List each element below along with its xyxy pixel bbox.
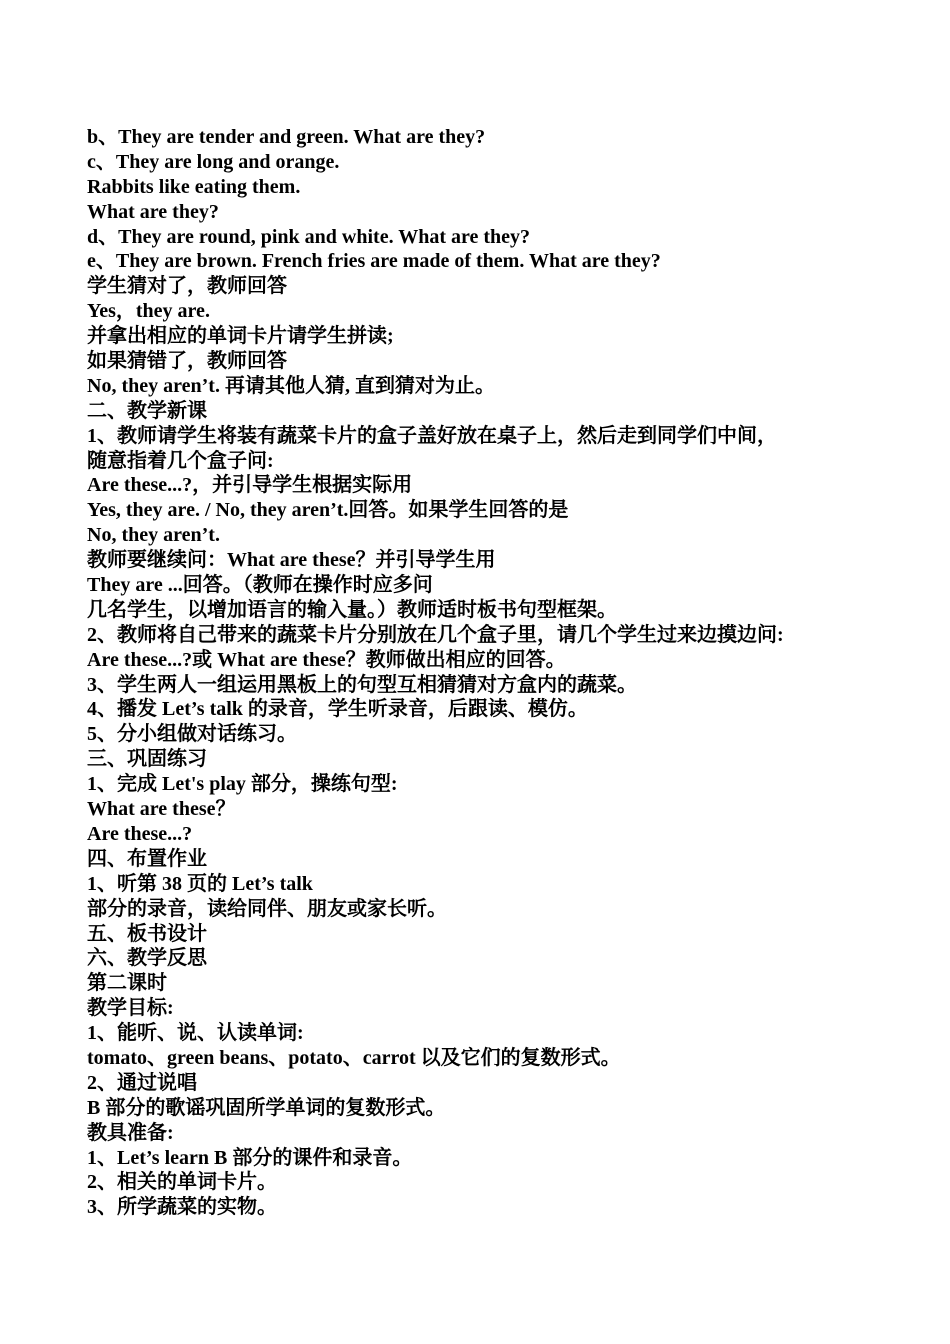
text-line: b、They are tender and green. What are they? bbox=[87, 126, 486, 148]
text-line: 1、Let’s learn B 部分的课件和录音。 bbox=[87, 1146, 413, 1169]
text-line: Are these...?，并引导学生根据实际用 bbox=[87, 474, 413, 497]
section-heading: 四、布置作业 bbox=[87, 847, 207, 870]
text-line: 随意指着几个盒子问: bbox=[87, 449, 274, 472]
text-line: 部分的录音，读给同伴、朋友或家长听。 bbox=[87, 897, 447, 920]
text-line: 如果猜错了，教师回答 bbox=[87, 350, 287, 373]
text-line: Yes，they are. bbox=[87, 300, 210, 323]
section-heading: 二、教学新课 bbox=[87, 399, 207, 422]
text-line: Rabbits like eating them. bbox=[87, 175, 301, 198]
text-line: 1、完成 Let's play 部分，操练句型: bbox=[87, 773, 398, 796]
text-line: They are ...回答。（教师在操作时应多问 bbox=[87, 574, 433, 597]
text-line: 1、能听、说、认读单词: bbox=[87, 1022, 304, 1045]
text-line: 4、播发 Let’s talk 的录音，学生听录音，后跟读、模仿。 bbox=[87, 698, 588, 721]
section-heading: 六、教学反思 bbox=[87, 947, 207, 970]
text-line: 1、教师请学生将装有蔬菜卡片的盒子盖好放在桌子上，然后走到同学们中间， bbox=[87, 424, 777, 447]
text-line: 教师要继续问：What are these？并引导学生用 bbox=[87, 549, 496, 572]
text-line: 1、听第 38 页的 Let’s talk bbox=[87, 872, 313, 895]
text-line: 几名学生，以增加语言的输入量。）教师适时板书句型框架。 bbox=[87, 598, 617, 621]
section-heading: 五、板书设计 bbox=[87, 922, 207, 945]
text-line: B 部分的歌谣巩固所学单词的复数形式。 bbox=[87, 1096, 446, 1119]
text-line: No, they aren’t. bbox=[87, 524, 220, 547]
text-line: No, they aren’t. 再请其他人猜, 直到猜对为止。 bbox=[87, 374, 495, 397]
text-line: e、They are brown. French fries are made of them. What are they? bbox=[87, 250, 661, 273]
subsection-heading: 教学目标: bbox=[87, 997, 174, 1020]
text-line: 2、相关的单词卡片。 bbox=[87, 1171, 277, 1194]
lesson-heading: 第二课时 bbox=[87, 972, 167, 995]
document-body bbox=[87, 125, 887, 1220]
text-line: Are these...? bbox=[87, 822, 193, 845]
text-line: Are these...?或 What are these？教师做出相应的回答。 bbox=[87, 648, 566, 671]
text-line: c、They are long and orange. bbox=[87, 150, 340, 173]
subsection-heading: 教具准备: bbox=[87, 1121, 174, 1144]
text-line: 2、通过说唱 bbox=[87, 1071, 197, 1094]
text-line: 学生猜对了，教师回答 bbox=[87, 275, 287, 298]
section-heading: 三、巩固练习 bbox=[87, 748, 207, 771]
text-line: 5、分小组做对话练习。 bbox=[87, 723, 297, 746]
text-line: tomato、green beans、potato、carrot 以及它们的复数形式。 bbox=[87, 1046, 621, 1069]
text-line: What are these？ bbox=[87, 798, 236, 821]
text-line: 并拿出相应的单词卡片请学生拼读; bbox=[87, 325, 394, 348]
text-line: What are they? bbox=[87, 200, 219, 223]
text-line: 3、学生两人一组运用黑板上的句型互相猜猜对方盒内的蔬菜。 bbox=[87, 673, 637, 696]
text-line: 2、教师将自己带来的蔬菜卡片分别放在几个盒子里，请几个学生过来边摸边问: bbox=[87, 623, 784, 646]
text-line: Yes, they are. / No, they aren’t.回答。如果学生回答的是 bbox=[87, 499, 569, 522]
text-line: 3、所学蔬菜的实物。 bbox=[87, 1196, 277, 1219]
text-line: d、They are round, pink and white. What are they? bbox=[87, 225, 531, 248]
